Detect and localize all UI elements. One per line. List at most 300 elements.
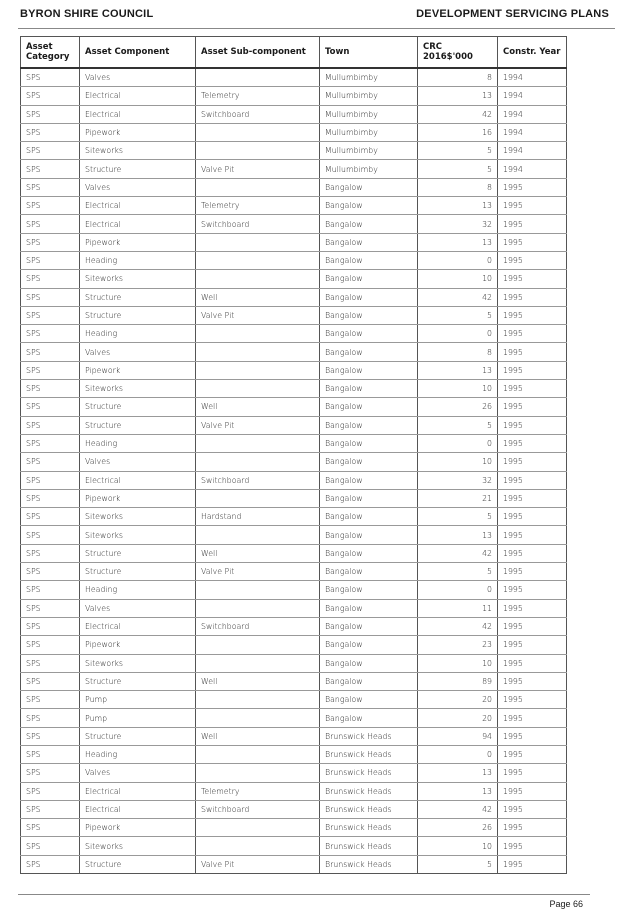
- cell-subcomponent: Valve Pit: [196, 160, 320, 178]
- footer-divider: [18, 894, 590, 895]
- cell-crc: 0: [418, 325, 498, 343]
- cell-subcomponent: [196, 251, 320, 269]
- cell-subcomponent: [196, 123, 320, 141]
- table-row: [21, 233, 567, 251]
- cell-subcomponent: Telemetry: [196, 87, 320, 105]
- cell-subcomponent: Hardstand: [196, 508, 320, 526]
- cell-category: SPS: [21, 361, 80, 379]
- table-row: [21, 764, 567, 782]
- cell-town: Bangalow: [320, 599, 418, 617]
- cell-component: Pipework: [80, 233, 196, 251]
- cell-component: Pipework: [80, 636, 196, 654]
- cell-year: 1995: [498, 599, 567, 617]
- document-title: DEVELOPMENT SERVICING PLANS: [416, 8, 609, 20]
- cell-year: 1995: [498, 727, 567, 745]
- cell-crc: 5: [418, 306, 498, 324]
- cell-subcomponent: Valve Pit: [196, 563, 320, 581]
- cell-town: Mullumbimby: [320, 87, 418, 105]
- cell-year: 1995: [498, 709, 567, 727]
- table-row: [21, 471, 567, 489]
- cell-year: 1995: [498, 563, 567, 581]
- cell-subcomponent: Valve Pit: [196, 306, 320, 324]
- cell-subcomponent: [196, 361, 320, 379]
- cell-category: SPS: [21, 215, 80, 233]
- cell-year: 1995: [498, 636, 567, 654]
- col-asset-component: Asset Component: [80, 37, 196, 69]
- cell-subcomponent: [196, 325, 320, 343]
- cell-year: 1995: [498, 764, 567, 782]
- cell-subcomponent: [196, 636, 320, 654]
- cell-crc: 13: [418, 361, 498, 379]
- cell-component: Electrical: [80, 471, 196, 489]
- cell-category: SPS: [21, 288, 80, 306]
- table-row: [21, 636, 567, 654]
- cell-subcomponent: Valve Pit: [196, 416, 320, 434]
- cell-town: Mullumbimby: [320, 123, 418, 141]
- cell-subcomponent: [196, 178, 320, 196]
- cell-crc: 5: [418, 855, 498, 873]
- table-row: [21, 672, 567, 690]
- cell-town: Brunswick Heads: [320, 855, 418, 873]
- cell-town: Bangalow: [320, 691, 418, 709]
- cell-component: Pipework: [80, 361, 196, 379]
- cell-year: 1995: [498, 416, 567, 434]
- cell-component: Structure: [80, 398, 196, 416]
- table-row: [21, 434, 567, 452]
- cell-subcomponent: [196, 837, 320, 855]
- cell-component: Valves: [80, 68, 196, 87]
- cell-crc: 26: [418, 398, 498, 416]
- cell-town: Bangalow: [320, 434, 418, 452]
- cell-town: Bangalow: [320, 361, 418, 379]
- table-row: [21, 325, 567, 343]
- cell-category: SPS: [21, 251, 80, 269]
- cell-subcomponent: [196, 599, 320, 617]
- cell-crc: 10: [418, 654, 498, 672]
- cell-year: 1995: [498, 197, 567, 215]
- cell-category: SPS: [21, 270, 80, 288]
- cell-town: Bangalow: [320, 178, 418, 196]
- cell-category: SPS: [21, 178, 80, 196]
- table-row: [21, 599, 567, 617]
- cell-subcomponent: Well: [196, 398, 320, 416]
- cell-year: 1995: [498, 361, 567, 379]
- cell-component: Structure: [80, 306, 196, 324]
- cell-year: 1995: [498, 654, 567, 672]
- cell-town: Bangalow: [320, 380, 418, 398]
- cell-year: 1995: [498, 270, 567, 288]
- cell-component: Structure: [80, 544, 196, 562]
- cell-town: Mullumbimby: [320, 160, 418, 178]
- table-row: [21, 288, 567, 306]
- cell-component: Siteworks: [80, 380, 196, 398]
- cell-subcomponent: [196, 453, 320, 471]
- cell-town: Bangalow: [320, 581, 418, 599]
- cell-year: 1995: [498, 819, 567, 837]
- cell-subcomponent: [196, 819, 320, 837]
- cell-category: SPS: [21, 508, 80, 526]
- cell-component: Siteworks: [80, 142, 196, 160]
- table-row: [21, 160, 567, 178]
- cell-component: Structure: [80, 855, 196, 873]
- cell-year: 1994: [498, 87, 567, 105]
- cell-category: SPS: [21, 306, 80, 324]
- table-row: [21, 215, 567, 233]
- cell-year: 1995: [498, 306, 567, 324]
- cell-category: SPS: [21, 142, 80, 160]
- cell-crc: 94: [418, 727, 498, 745]
- table-row: [21, 105, 567, 123]
- cell-town: Bangalow: [320, 471, 418, 489]
- council-name: BYRON SHIRE COUNCIL: [20, 8, 154, 20]
- cell-subcomponent: [196, 68, 320, 87]
- cell-category: SPS: [21, 837, 80, 855]
- table-row: [21, 87, 567, 105]
- cell-year: 1995: [498, 544, 567, 562]
- cell-crc: 5: [418, 160, 498, 178]
- cell-category: SPS: [21, 617, 80, 635]
- cell-year: 1995: [498, 434, 567, 452]
- cell-town: Bangalow: [320, 508, 418, 526]
- table-row: [21, 251, 567, 269]
- cell-crc: 10: [418, 453, 498, 471]
- cell-subcomponent: Switchboard: [196, 105, 320, 123]
- cell-subcomponent: [196, 434, 320, 452]
- cell-year: 1995: [498, 233, 567, 251]
- cell-town: Mullumbimby: [320, 105, 418, 123]
- cell-year: 1995: [498, 691, 567, 709]
- cell-crc: 5: [418, 416, 498, 434]
- cell-year: 1995: [498, 617, 567, 635]
- cell-crc: 89: [418, 672, 498, 690]
- cell-town: Bangalow: [320, 215, 418, 233]
- cell-crc: 0: [418, 251, 498, 269]
- cell-category: SPS: [21, 343, 80, 361]
- cell-year: 1994: [498, 160, 567, 178]
- table-row: [21, 819, 567, 837]
- cell-component: Heading: [80, 745, 196, 763]
- cell-subcomponent: Telemetry: [196, 782, 320, 800]
- cell-component: Structure: [80, 727, 196, 745]
- table-row: [21, 837, 567, 855]
- cell-year: 1994: [498, 105, 567, 123]
- cell-category: SPS: [21, 489, 80, 507]
- cell-category: SPS: [21, 599, 80, 617]
- cell-category: SPS: [21, 727, 80, 745]
- cell-crc: 42: [418, 288, 498, 306]
- cell-component: Electrical: [80, 215, 196, 233]
- cell-town: Mullumbimby: [320, 68, 418, 87]
- cell-component: Valves: [80, 599, 196, 617]
- cell-year: 1995: [498, 489, 567, 507]
- cell-year: 1995: [498, 837, 567, 855]
- cell-component: Pipework: [80, 819, 196, 837]
- cell-year: 1995: [498, 471, 567, 489]
- cell-crc: 23: [418, 636, 498, 654]
- cell-category: SPS: [21, 745, 80, 763]
- cell-crc: 0: [418, 434, 498, 452]
- cell-subcomponent: Well: [196, 727, 320, 745]
- cell-category: SPS: [21, 233, 80, 251]
- cell-crc: 13: [418, 87, 498, 105]
- table-row: [21, 398, 567, 416]
- cell-crc: 8: [418, 343, 498, 361]
- cell-category: SPS: [21, 819, 80, 837]
- cell-subcomponent: [196, 764, 320, 782]
- cell-year: 1995: [498, 288, 567, 306]
- cell-town: Brunswick Heads: [320, 727, 418, 745]
- cell-crc: 42: [418, 800, 498, 818]
- table-row: [21, 453, 567, 471]
- cell-year: 1995: [498, 581, 567, 599]
- cell-category: SPS: [21, 416, 80, 434]
- cell-category: SPS: [21, 105, 80, 123]
- cell-town: Bangalow: [320, 251, 418, 269]
- cell-component: Heading: [80, 581, 196, 599]
- cell-component: Structure: [80, 288, 196, 306]
- cell-town: Brunswick Heads: [320, 745, 418, 763]
- cell-component: Valves: [80, 178, 196, 196]
- cell-crc: 0: [418, 745, 498, 763]
- cell-component: Siteworks: [80, 837, 196, 855]
- cell-subcomponent: [196, 380, 320, 398]
- cell-subcomponent: [196, 745, 320, 763]
- cell-crc: 8: [418, 178, 498, 196]
- cell-crc: 11: [418, 599, 498, 617]
- cell-category: SPS: [21, 636, 80, 654]
- cell-crc: 21: [418, 489, 498, 507]
- cell-year: 1995: [498, 178, 567, 196]
- col-constr-year: Constr. Year: [498, 37, 567, 69]
- cell-town: Brunswick Heads: [320, 800, 418, 818]
- cell-town: Bangalow: [320, 544, 418, 562]
- table-row: [21, 709, 567, 727]
- cell-subcomponent: [196, 691, 320, 709]
- cell-subcomponent: [196, 270, 320, 288]
- cell-year: 1994: [498, 123, 567, 141]
- cell-subcomponent: [196, 489, 320, 507]
- cell-town: Bangalow: [320, 343, 418, 361]
- cell-category: SPS: [21, 855, 80, 873]
- cell-crc: 5: [418, 508, 498, 526]
- cell-subcomponent: Well: [196, 672, 320, 690]
- cell-component: Pump: [80, 691, 196, 709]
- cell-component: Valves: [80, 764, 196, 782]
- cell-subcomponent: Switchboard: [196, 800, 320, 818]
- cell-subcomponent: Well: [196, 288, 320, 306]
- cell-crc: 13: [418, 197, 498, 215]
- cell-category: SPS: [21, 672, 80, 690]
- cell-component: Siteworks: [80, 508, 196, 526]
- table-row: [21, 617, 567, 635]
- cell-component: Valves: [80, 453, 196, 471]
- cell-subcomponent: [196, 526, 320, 544]
- cell-component: Siteworks: [80, 270, 196, 288]
- cell-town: Bangalow: [320, 398, 418, 416]
- cell-year: 1995: [498, 672, 567, 690]
- table-row: [21, 270, 567, 288]
- cell-subcomponent: [196, 581, 320, 599]
- cell-component: Pump: [80, 709, 196, 727]
- cell-year: 1995: [498, 343, 567, 361]
- cell-town: Mullumbimby: [320, 142, 418, 160]
- cell-category: SPS: [21, 563, 80, 581]
- table-row: [21, 855, 567, 873]
- cell-crc: 42: [418, 544, 498, 562]
- cell-town: Brunswick Heads: [320, 764, 418, 782]
- table-row: [21, 178, 567, 196]
- cell-component: Electrical: [80, 105, 196, 123]
- cell-year: 1995: [498, 855, 567, 873]
- table-row: [21, 526, 567, 544]
- table-body: [21, 68, 567, 874]
- table-row: [21, 306, 567, 324]
- cell-crc: 10: [418, 270, 498, 288]
- cell-crc: 13: [418, 526, 498, 544]
- cell-component: Heading: [80, 251, 196, 269]
- table-row: [21, 380, 567, 398]
- cell-year: 1995: [498, 398, 567, 416]
- cell-category: SPS: [21, 380, 80, 398]
- cell-component: Siteworks: [80, 526, 196, 544]
- cell-component: Pipework: [80, 489, 196, 507]
- cell-component: Electrical: [80, 87, 196, 105]
- table-row: [21, 800, 567, 818]
- cell-town: Bangalow: [320, 672, 418, 690]
- cell-category: SPS: [21, 709, 80, 727]
- cell-crc: 13: [418, 782, 498, 800]
- cell-crc: 10: [418, 380, 498, 398]
- cell-category: SPS: [21, 581, 80, 599]
- cell-subcomponent: [196, 709, 320, 727]
- cell-category: SPS: [21, 471, 80, 489]
- cell-category: SPS: [21, 544, 80, 562]
- table-row: [21, 489, 567, 507]
- cell-category: SPS: [21, 764, 80, 782]
- cell-category: SPS: [21, 68, 80, 87]
- cell-crc: 32: [418, 471, 498, 489]
- cell-town: Bangalow: [320, 636, 418, 654]
- cell-component: Heading: [80, 434, 196, 452]
- cell-category: SPS: [21, 526, 80, 544]
- cell-year: 1995: [498, 251, 567, 269]
- cell-town: Bangalow: [320, 270, 418, 288]
- cell-category: SPS: [21, 398, 80, 416]
- cell-year: 1995: [498, 380, 567, 398]
- cell-category: SPS: [21, 123, 80, 141]
- cell-crc: 5: [418, 142, 498, 160]
- cell-category: SPS: [21, 325, 80, 343]
- cell-category: SPS: [21, 160, 80, 178]
- cell-subcomponent: Well: [196, 544, 320, 562]
- cell-town: Bangalow: [320, 654, 418, 672]
- cell-crc: 0: [418, 581, 498, 599]
- table-row: [21, 563, 567, 581]
- col-asset-category: Asset Category: [21, 37, 80, 69]
- col-asset-subcomponent: Asset Sub-component: [196, 37, 320, 69]
- cell-year: 1995: [498, 508, 567, 526]
- cell-town: Bangalow: [320, 306, 418, 324]
- header-divider: [18, 28, 615, 29]
- table-row: [21, 416, 567, 434]
- cell-year: 1995: [498, 215, 567, 233]
- table-row: [21, 691, 567, 709]
- cell-town: Bangalow: [320, 325, 418, 343]
- cell-category: SPS: [21, 197, 80, 215]
- cell-component: Siteworks: [80, 654, 196, 672]
- table-row: [21, 123, 567, 141]
- table-row: [21, 361, 567, 379]
- cell-component: Electrical: [80, 617, 196, 635]
- cell-component: Structure: [80, 563, 196, 581]
- cell-town: Brunswick Heads: [320, 819, 418, 837]
- table-row: [21, 197, 567, 215]
- cell-subcomponent: Valve Pit: [196, 855, 320, 873]
- cell-crc: 26: [418, 819, 498, 837]
- cell-category: SPS: [21, 800, 80, 818]
- cell-component: Electrical: [80, 197, 196, 215]
- cell-crc: 20: [418, 691, 498, 709]
- cell-town: Bangalow: [320, 197, 418, 215]
- col-town: Town: [320, 37, 418, 69]
- table-row: [21, 745, 567, 763]
- cell-year: 1994: [498, 68, 567, 87]
- cell-component: Structure: [80, 416, 196, 434]
- table-row: [21, 343, 567, 361]
- cell-year: 1995: [498, 526, 567, 544]
- cell-town: Bangalow: [320, 709, 418, 727]
- cell-year: 1995: [498, 745, 567, 763]
- cell-crc: 42: [418, 617, 498, 635]
- cell-component: Electrical: [80, 782, 196, 800]
- cell-subcomponent: [196, 343, 320, 361]
- cell-crc: 5: [418, 563, 498, 581]
- cell-year: 1995: [498, 800, 567, 818]
- cell-component: Pipework: [80, 123, 196, 141]
- cell-subcomponent: Switchboard: [196, 471, 320, 489]
- cell-town: Brunswick Heads: [320, 837, 418, 855]
- cell-category: SPS: [21, 453, 80, 471]
- cell-component: Structure: [80, 160, 196, 178]
- cell-category: SPS: [21, 654, 80, 672]
- cell-subcomponent: Telemetry: [196, 197, 320, 215]
- cell-category: SPS: [21, 87, 80, 105]
- cell-town: Bangalow: [320, 453, 418, 471]
- cell-crc: 10: [418, 837, 498, 855]
- table-row: [21, 782, 567, 800]
- cell-crc: 42: [418, 105, 498, 123]
- cell-crc: 13: [418, 233, 498, 251]
- cell-subcomponent: [196, 142, 320, 160]
- cell-component: Heading: [80, 325, 196, 343]
- cell-component: Structure: [80, 672, 196, 690]
- cell-category: SPS: [21, 691, 80, 709]
- cell-town: Brunswick Heads: [320, 782, 418, 800]
- table-row: [21, 727, 567, 745]
- col-crc: CRC 2016$'000: [418, 37, 498, 69]
- cell-component: Valves: [80, 343, 196, 361]
- cell-crc: 13: [418, 764, 498, 782]
- cell-town: Bangalow: [320, 416, 418, 434]
- cell-category: SPS: [21, 434, 80, 452]
- table-row: [21, 654, 567, 672]
- cell-town: Bangalow: [320, 233, 418, 251]
- cell-town: Bangalow: [320, 489, 418, 507]
- cell-year: 1994: [498, 142, 567, 160]
- cell-crc: 32: [418, 215, 498, 233]
- cell-crc: 8: [418, 68, 498, 87]
- cell-year: 1995: [498, 325, 567, 343]
